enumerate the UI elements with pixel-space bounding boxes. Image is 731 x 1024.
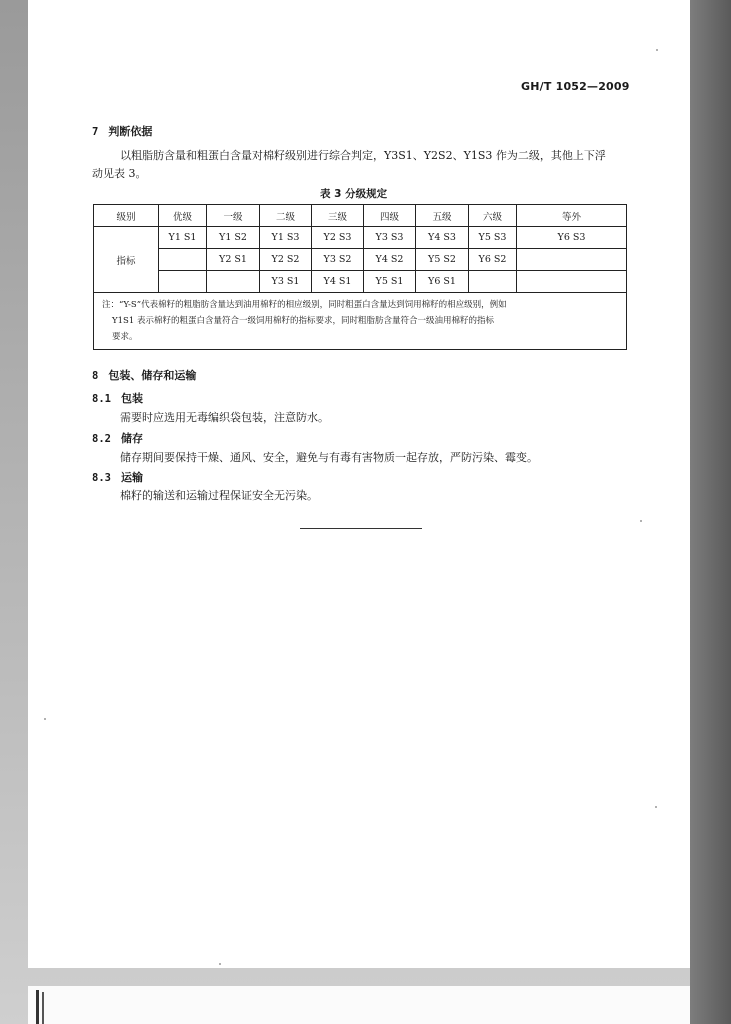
header-cell: 级别 (94, 205, 159, 227)
table-cell: Y4 S3 (416, 227, 469, 249)
table-cell (159, 271, 207, 293)
table-row (94, 271, 627, 293)
subsection-8-2-heading (92, 430, 143, 446)
table-cell: Y4 S2 (364, 249, 416, 271)
table-cell: Y3 S1 (260, 271, 312, 293)
scan-speck (655, 806, 657, 808)
table-cell: Y3 S3 (364, 227, 416, 249)
header-cell: 五级 (416, 205, 469, 227)
note-line: Y1S1 表示棉籽的粗蛋白含量符合一级饲用棉籽的指标要求，同时粗脂肪含量符合一级油用棉籽的指标 (112, 316, 494, 326)
table-note-row (94, 293, 627, 350)
table-cell (207, 271, 260, 293)
subsection-number: 8.2 (92, 433, 111, 445)
header-cell: 等外 (517, 205, 627, 227)
table-caption: 表 3 分级规定 (320, 188, 388, 200)
table-cell: Y6 S2 (469, 249, 517, 271)
table-cell: Y6 S3 (517, 227, 627, 249)
table-note (94, 293, 627, 350)
table-cell: Y2 S1 (207, 249, 260, 271)
note-line: 注：“Y-S”代表棉籽的粗脂肪含量达到油用棉籽的相应级别，同时粗蛋白含量达到饲用棉籽的相应级别，例如 (102, 300, 507, 310)
table-cell: Y4 S1 (312, 271, 364, 293)
subsection-8-3-heading (92, 469, 143, 485)
table-cell (517, 271, 627, 293)
standard-code: GH/T 1052—2009 (521, 80, 630, 93)
table-cell: Y5 S3 (469, 227, 517, 249)
table-header-row (94, 205, 627, 227)
subsection-8-1-heading (92, 390, 143, 406)
table-cell (517, 249, 627, 271)
section-number: 8 (92, 370, 99, 382)
subsection-8-2-text: 储存期间要保持干燥、通风、安全，避免与有毒有害物质一起存放，严防污染、霉变。 (120, 451, 538, 464)
table-row (94, 227, 627, 249)
section-7-paragraph-line1: 以粗脂肪含量和粗蛋白含量对棉籽级别进行综合判定，Y3S1、Y2S2、Y1S3 作为二级，其他上下浮 (120, 149, 606, 162)
scan-speck (656, 49, 658, 51)
section-number: 7 (92, 126, 99, 138)
table-cell (159, 249, 207, 271)
table-cell: Y5 S1 (364, 271, 416, 293)
section-7-heading (92, 123, 152, 139)
scan-edge (690, 0, 731, 1024)
subsection-title: 储存 (120, 432, 143, 445)
header-cell: 四级 (364, 205, 416, 227)
scan-speck (640, 520, 642, 522)
section-title: 包装、储存和运输 (108, 369, 197, 382)
header-cell: 优级 (159, 205, 207, 227)
end-of-document-rule (300, 528, 422, 529)
header-cell: 六级 (469, 205, 517, 227)
section-8-heading (92, 367, 196, 383)
table-cell: Y2 S3 (312, 227, 364, 249)
table-row (94, 249, 627, 271)
header-cell: 一级 (207, 205, 260, 227)
section-title: 判断依据 (108, 125, 153, 138)
section-7-paragraph-line2: 动见表 3。 (92, 167, 147, 180)
next-page-strip (28, 986, 690, 1024)
subsection-number: 8.1 (92, 393, 111, 405)
table-cell: Y3 S2 (312, 249, 364, 271)
row-label-cell: 指标 (94, 227, 159, 293)
table-cell: Y1 S2 (207, 227, 260, 249)
subsection-8-3-text: 棉籽的输送和运输过程保证安全无污染。 (120, 489, 318, 502)
binding-mark (36, 990, 39, 1024)
subsection-title: 包装 (120, 392, 143, 405)
table-cell: Y6 S1 (416, 271, 469, 293)
scan-speck (219, 963, 221, 965)
header-cell: 三级 (312, 205, 364, 227)
table-cell: Y5 S2 (416, 249, 469, 271)
table-cell (469, 271, 517, 293)
binding-mark-secondary (42, 992, 44, 1024)
table-cell: Y2 S2 (260, 249, 312, 271)
subsection-number: 8.3 (92, 472, 111, 484)
note-line: 要求。 (112, 332, 138, 342)
table-cell: Y1 S1 (159, 227, 207, 249)
table-cell: Y1 S3 (260, 227, 312, 249)
subsection-8-1-text: 需要时应选用无毒编织袋包装，注意防水。 (120, 411, 329, 424)
grading-table (93, 204, 627, 350)
scan-speck (44, 718, 46, 720)
header-cell: 二级 (260, 205, 312, 227)
subsection-title: 运输 (120, 471, 143, 484)
